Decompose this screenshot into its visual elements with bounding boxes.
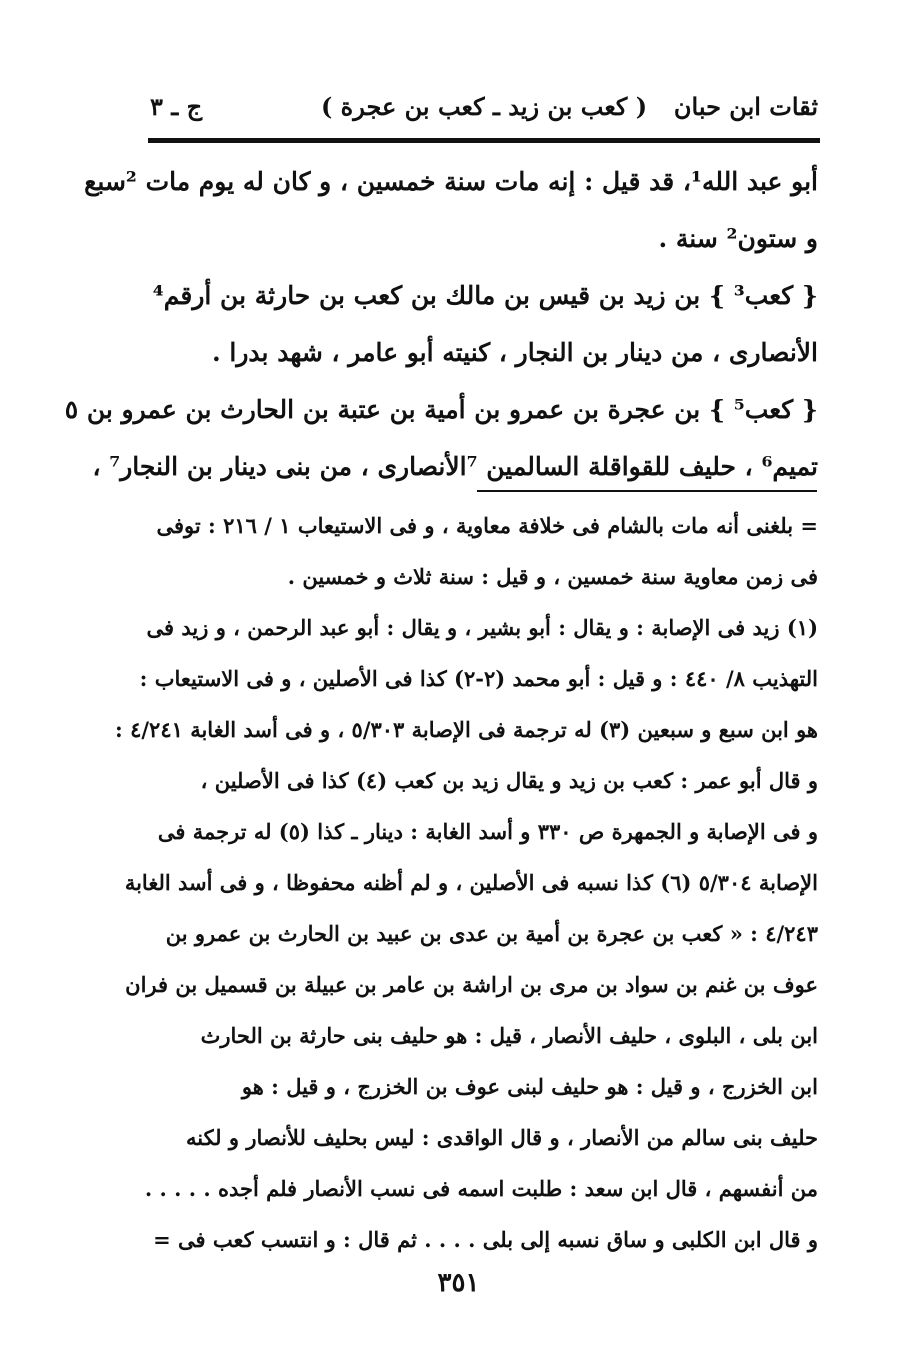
footnote-divider — [477, 490, 817, 492]
footnote-line: ٤/٢٤٣ : « كعب بن عجرة بن أمية بن عدی بن عبيد بن الحارث بن عمرو بن — [165, 921, 818, 946]
footnote-line: (١) زيد فی الإصابة : و يقال : أبو بشير ، و يقال : أبو عبد الرحمن ، و زيد فی — [146, 615, 818, 640]
section-title: ( كعب بن زيد ـ كعب بن عجرة ) — [320, 92, 648, 121]
text-line: { كعب³ } بن زيد بن قيس بن مالك بن كعب بن حارثة بن أرقم⁴ — [152, 281, 818, 310]
text-line: و ستون² سنة . — [658, 224, 818, 253]
footnote-line: و قال أبو عمر : كعب بن زيد و يقال زيد بن كعب (٤) كذا فی الأصلين ، — [200, 768, 818, 793]
footnotes — [115, 500, 818, 1265]
footnote-line: فی زمن معاوية سنة خمسين ، و قيل : سنة ثلاث و خمسين . — [287, 564, 818, 589]
text-line: تميم⁶ ، حليف للقواقلة السالمين ⁷الأنصاری ، من بنی دينار بن النجار⁷ ، — [92, 452, 818, 481]
page-number: ٣٥١ — [437, 1268, 480, 1298]
main-text — [64, 153, 818, 495]
text-line: أبو عبد الله¹، قد قيل : إنه مات سنة خمسين ، و كان له يوم مات ²سبع — [84, 167, 818, 196]
footnote-line: حليف بنی سالم من الأنصار ، و قال الواقدی : ليس بحليف للأنصار و لكنه — [185, 1125, 818, 1150]
running-header — [150, 92, 818, 128]
footnote-line: و قال ابن الكلبی و ساق نسبه إلی بلی . . . . ثم قال : و انتسب كعب فی = — [153, 1227, 818, 1252]
footnote-line: و فی الإصابة و الجمهرة ص ٣٣٠ و أسد الغابة : دينار ـ كذا (٥) له ترجمة فی — [157, 819, 818, 844]
footnote-line: التهذيب ٨/ ٤٤٠ : و قيل : أبو محمد (٢-٢) كذا فی الأصلين ، و فی الاستيعاب : — [139, 666, 818, 691]
footnote-line: ابن بلی ، البلوی ، حليف الأنصار ، قيل : هو حليف بنی حارثة بن الحارث — [200, 1023, 818, 1048]
header-divider — [148, 138, 820, 143]
volume-label: ج ـ ٣ — [150, 92, 203, 121]
footnote-line: ابن الخزرج ، و قيل : هو حليف لبنی عوف بن الخزرج ، و قيل : هو — [241, 1074, 818, 1099]
footnote-line: = بلغنی أنه مات بالشام فی خلافة معاوية ، و فی الاستيعاب ١ / ٢١٦ : توفی — [156, 513, 818, 538]
text-line: الأنصاری ، من دينار بن النجار ، كنيته أبو عامر ، شهد بدرا . — [212, 338, 818, 367]
footnote-line: هو ابن سبع و سبعين (٣) له ترجمة فی الإصابة ٥/٣٠٣ ، و فی أسد الغابة ٤/٢٤١ : — [115, 717, 818, 742]
text-line: { كعب⁵ } بن عجرة بن عمرو بن أمية بن عتبة بن الحارث بن عمرو بن ٥ — [64, 395, 818, 424]
footnote-line: من أنفسهم ، قال ابن سعد : طلبت اسمه فی نسب الأنصار فلم أجده . . . . . — [144, 1176, 818, 1201]
footnote-line: الإصابة ٥/٣٠٤ (٦) كذا نسبه فی الأصلين ، و لم أظنه محفوظا ، و فی أسد الغابة — [124, 870, 818, 895]
book-title: ثقات ابن حبان — [673, 92, 818, 121]
footnote-line: عوف بن غنم بن سواد بن مری بن اراشة بن عامر بن عبيلة بن قسميل بن فران — [125, 972, 818, 997]
